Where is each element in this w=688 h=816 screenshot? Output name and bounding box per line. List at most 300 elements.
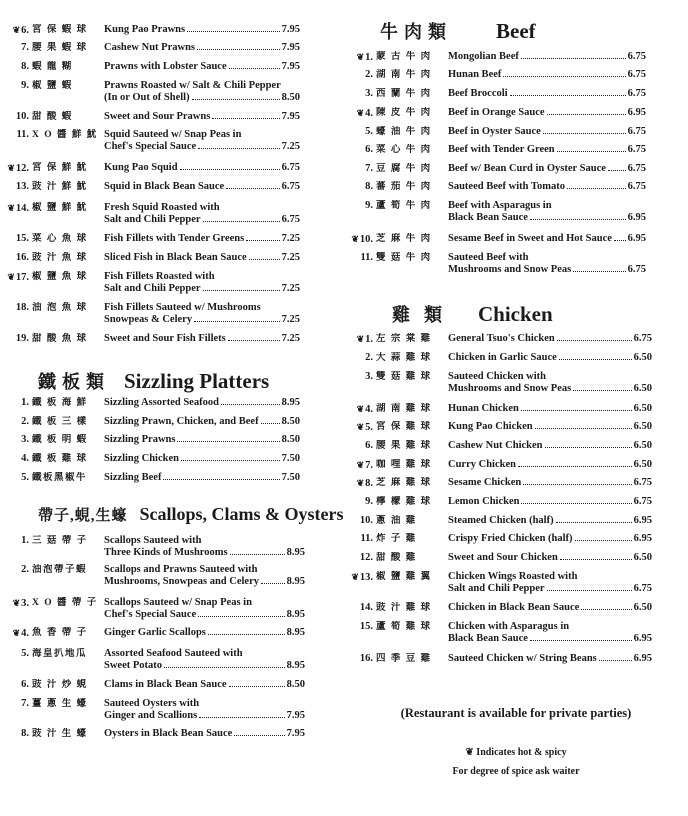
item-name-block (104, 302, 300, 326)
menu-item (0, 564, 305, 588)
dot-leader (203, 290, 280, 291)
item-chinese-name: 油 泡 魚 球 (32, 303, 88, 313)
item-name-block (448, 69, 646, 81)
item-name: Cashew Nut Chicken (448, 440, 543, 451)
item-name-block (448, 144, 646, 156)
item-number-text: 6. (365, 144, 373, 155)
item-chinese-name: 四 季 豆 雞 (376, 654, 432, 664)
item-number-text: 19. (15, 333, 29, 344)
item-number-text: 3. (21, 434, 29, 445)
item-number-text: 13. (359, 572, 373, 583)
item-name-block (104, 271, 300, 295)
item-number-text: 12. (15, 163, 29, 174)
item-number (0, 181, 32, 193)
menu-item (344, 477, 652, 490)
item-chinese-name: 薑 蔥 生 蠔 (32, 699, 88, 709)
item-number-text: 13. (15, 181, 29, 192)
dot-leader (221, 404, 280, 405)
item-name-block (104, 129, 300, 153)
item-price: 6.75 (633, 583, 652, 594)
item-price: 7.95 (286, 710, 305, 721)
item-name-block (104, 564, 305, 588)
menu-item (344, 552, 652, 564)
item-name: Chicken in Garlic Sauce (448, 352, 557, 363)
menu-item (344, 181, 646, 193)
item-name: Steamed Chicken (half) (448, 515, 554, 526)
item-number (344, 88, 376, 100)
item-name: Sauteed Beef with (448, 252, 529, 263)
item-number (0, 61, 32, 73)
item-number (344, 653, 376, 665)
item-number (0, 535, 32, 559)
menu-item (0, 698, 305, 722)
item-number-text: 1. (365, 52, 373, 63)
item-price: 6.50 (633, 602, 652, 613)
item-price: 6.75 (627, 163, 646, 174)
item-number (0, 111, 32, 123)
item-number-text: 8. (365, 181, 373, 192)
item-number (0, 627, 32, 640)
chicken-cn-title: 雞類 (392, 305, 456, 325)
item-chinese-name: 豉 汁 生 蠔 (32, 729, 88, 739)
item-number-text: 9. (365, 200, 373, 211)
item-name: Clams in Black Bean Sauce (104, 679, 227, 690)
item-chinese-name: 宮 保 雞 球 (376, 422, 432, 432)
item-chinese-name: 雙 菇 牛 肉 (376, 253, 432, 263)
item-name-line2: Mushrooms, Snowpeas and Celery (104, 576, 259, 587)
menu-item (0, 597, 305, 621)
dot-leader (198, 148, 279, 149)
item-number (344, 440, 376, 452)
dot-leader (226, 188, 279, 189)
item-name-line2: Black Bean Sauce (448, 633, 528, 644)
dot-leader (608, 170, 626, 171)
dot-leader (229, 686, 285, 687)
item-name: Scallops and Prawns Sauteed with (104, 564, 258, 575)
menu-item (344, 459, 652, 472)
item-name: Kung Pao Prawns (104, 24, 186, 35)
item-chinese-name: 芝 麻 雞 球 (376, 478, 432, 488)
item-name-line2: (In or Out of Shell) (104, 92, 190, 103)
dot-leader (614, 240, 626, 241)
item-name-block (448, 459, 652, 472)
hot-pepper-icon: ❦ (351, 234, 359, 244)
item-chinese-name: 鐵板黑椒牛 (32, 473, 88, 483)
item-chinese-name: 西 蘭 牛 肉 (376, 89, 432, 99)
menu-item (0, 728, 305, 740)
menu-item (0, 61, 300, 73)
item-price: 8.50 (286, 679, 305, 690)
item-chinese-name: 甜 酸 蝦 (32, 112, 73, 122)
item-number-text: 11. (360, 252, 373, 263)
item-name: Beef in Orange Sauce (448, 107, 545, 118)
item-name-block (104, 397, 300, 409)
item-number-text: 6. (365, 440, 373, 451)
item-name-block (448, 51, 646, 64)
item-chinese-name: 腰 果 雞 球 (376, 441, 432, 451)
menu-item (0, 271, 300, 295)
menu-item (344, 88, 646, 100)
item-name: Scallops Sauteed w/ Snap Peas in (104, 597, 252, 608)
dot-leader (212, 118, 279, 119)
item-name: Beef in Oyster Sauce (448, 126, 541, 137)
item-number-text: 1. (21, 397, 29, 408)
item-name-block (104, 111, 300, 123)
item-name: Sizzling Chicken (104, 453, 179, 464)
item-price: 6.95 (627, 233, 646, 244)
item-name-block (104, 597, 305, 621)
item-chinese-name: 檸 檬 雞 球 (376, 497, 432, 507)
item-name-block (448, 477, 652, 490)
item-number (344, 371, 376, 395)
dot-leader (261, 583, 285, 584)
hot-pepper-icon: ❦ (7, 163, 15, 173)
item-chinese-name: 宮 保 鮮 魷 (32, 163, 88, 173)
hot-pepper-icon: ❦ (351, 572, 359, 582)
menu-item (344, 163, 646, 175)
menu-item (344, 421, 652, 434)
dot-leader (560, 559, 632, 560)
item-name-line2: Sweet Potato (104, 660, 163, 671)
item-price: 6.75 (627, 51, 646, 62)
menu-item (0, 42, 300, 54)
menu-item (344, 233, 646, 246)
item-name-line2: Three Kinds of Mushrooms (104, 547, 228, 558)
item-name-line2: Chef's Special Sauce (104, 141, 197, 152)
item-number-text: 9. (21, 80, 29, 91)
item-price: 6.75 (627, 126, 646, 137)
item-number (344, 163, 376, 175)
dot-leader (199, 717, 284, 718)
item-chinese-name: 豉 汁 雞 球 (376, 603, 432, 613)
item-chinese-name: 椒 鹽 蝦 (32, 81, 73, 91)
item-price: 6.95 (633, 533, 652, 544)
item-name-block (104, 42, 300, 54)
menu-item (0, 24, 300, 37)
item-number-text: 3. (365, 371, 373, 382)
item-price: 7.95 (281, 24, 300, 35)
menu-item (344, 352, 652, 364)
item-name-block (448, 571, 652, 595)
item-name: Ginger Garlic Scallops (104, 627, 206, 638)
item-name: Squid in Black Bean Sauce (104, 181, 225, 192)
dot-leader (521, 410, 632, 411)
item-name-line2: Snowpeas & Celery (104, 314, 193, 325)
item-number (344, 233, 376, 246)
item-number-text: 6. (21, 679, 29, 690)
item-chinese-name: 豉 汁 炒 蜆 (32, 680, 88, 690)
dot-leader (547, 590, 632, 591)
item-name-block (448, 371, 652, 395)
hot-pepper-icon: ❦ (356, 334, 365, 344)
dot-leader (535, 428, 632, 429)
dot-leader (523, 484, 631, 485)
item-number-text: 11. (360, 533, 373, 544)
item-name: Fish Fillets with Tender Greens (104, 233, 245, 244)
dot-leader (557, 340, 632, 341)
item-chinese-name: 豉 汁 鮮 魷 (32, 182, 88, 192)
item-number-text: 2. (21, 564, 29, 575)
item-price: 7.95 (286, 728, 305, 739)
item-price: 7.50 (281, 472, 300, 483)
item-name: Hunan Chicken (448, 403, 519, 414)
item-name-block (104, 698, 305, 722)
item-number (344, 496, 376, 508)
item-name-block (104, 252, 300, 264)
item-chinese-name: 陳 皮 牛 肉 (376, 108, 432, 118)
item-name-block (448, 496, 652, 508)
item-number-text: 7. (21, 698, 29, 709)
dot-leader (249, 259, 280, 260)
item-price: 6.50 (633, 383, 652, 394)
item-chinese-name: 蘆 筍 牛 肉 (376, 201, 432, 211)
item-name: Beef with Asparagus in (448, 200, 552, 211)
item-price: 8.95 (281, 397, 300, 408)
item-number (344, 602, 376, 614)
item-chinese-name: 蔥 油 雞 (376, 516, 417, 526)
item-number (0, 397, 32, 409)
item-number-text: 15. (15, 233, 29, 244)
item-number (0, 434, 32, 446)
item-number (344, 181, 376, 193)
menu-item (344, 602, 652, 614)
item-name-block (104, 535, 305, 559)
item-number (344, 621, 376, 645)
item-price: 8.95 (286, 576, 305, 587)
item-name: Sesame Chicken (448, 477, 522, 488)
item-name-block (104, 416, 300, 428)
item-number (0, 271, 32, 295)
dot-leader (228, 340, 280, 341)
item-name-block (448, 333, 652, 346)
item-price: 8.95 (286, 660, 305, 671)
item-price: 6.75 (627, 88, 646, 99)
item-name: Kung Pao Chicken (448, 421, 533, 432)
item-price: 6.95 (633, 633, 652, 644)
item-number-text: 16. (359, 653, 373, 664)
dot-leader (187, 31, 280, 32)
dot-leader (208, 634, 285, 635)
item-price: 8.95 (286, 609, 305, 620)
item-price: 6.50 (633, 352, 652, 363)
menu-item (0, 202, 300, 226)
hot-pepper-icon: ❦ (356, 108, 365, 118)
dot-leader (530, 219, 626, 220)
dot-leader (246, 240, 279, 241)
item-name-block (448, 403, 652, 416)
dot-leader (197, 49, 280, 50)
item-name-block (104, 24, 300, 37)
menu-item (0, 80, 300, 104)
hot-pepper-icon: ❦ (12, 25, 21, 35)
item-number-text: 2. (365, 69, 373, 80)
item-name: Sweet and Sour Chicken (448, 552, 558, 563)
item-name-block (448, 88, 646, 100)
menu-item (0, 233, 300, 245)
item-price: 7.50 (281, 453, 300, 464)
dot-leader (229, 68, 280, 69)
item-chinese-name: 蘆 筍 雞 球 (376, 622, 432, 632)
dot-leader (559, 359, 632, 360)
item-chinese-name: 鐵 板 海 鮮 (32, 398, 88, 408)
item-chinese-name: 腰 果 蝦 球 (32, 43, 88, 53)
item-name-line2: Black Bean Sauce (448, 212, 528, 223)
hot-pepper-icon: ❦ (12, 598, 21, 608)
hot-pepper-icon: ❦ (356, 478, 365, 488)
item-number (0, 333, 32, 345)
item-name-block (448, 621, 652, 645)
item-number-text: 14. (15, 203, 29, 214)
item-number-text: 8. (365, 478, 373, 489)
dot-leader (194, 321, 280, 322)
item-number (0, 80, 32, 104)
item-name-line2: Mushrooms and Snow Peas (448, 264, 572, 275)
menu-item (344, 403, 652, 416)
menu-item (0, 302, 300, 326)
item-chinese-name: 海皇扒地瓜 (32, 649, 88, 659)
item-chinese-name: 蒙 古 牛 肉 (376, 52, 432, 62)
menu-item (0, 129, 300, 153)
item-price: 6.95 (633, 653, 652, 664)
item-chinese-name: 湖 南 牛 肉 (376, 70, 432, 80)
item-number (0, 472, 32, 484)
item-name: Beef Broccoli (448, 88, 508, 99)
item-name: Chicken with Asparagus in (448, 621, 570, 632)
item-number-text: 4. (365, 404, 373, 415)
item-price: 6.95 (633, 515, 652, 526)
item-name: Sliced Fish in Black Bean Sauce (104, 252, 247, 263)
item-name-line2: Mushrooms and Snow Peas (448, 383, 572, 394)
menu-item (0, 627, 305, 640)
item-price: 6.50 (633, 552, 652, 563)
item-chinese-name: 椒 鹽 鮮 魷 (32, 203, 88, 213)
item-name: Sizzling Prawns (104, 434, 176, 445)
item-number (0, 564, 32, 588)
item-number (0, 453, 32, 465)
item-number (344, 144, 376, 156)
menu-item (0, 648, 305, 672)
menu-item (344, 69, 646, 81)
dot-leader (181, 460, 280, 461)
sizzling-en-title: Sizzling Platters (124, 369, 270, 393)
menu-item (344, 533, 652, 545)
scallops-cn-title: 帶子,蜆,生蠔 (38, 508, 128, 524)
item-number (344, 533, 376, 545)
item-number (0, 252, 32, 264)
item-number (0, 202, 32, 226)
item-number-text: 7. (21, 42, 29, 53)
item-number-text: 3. (365, 88, 373, 99)
item-name-block (104, 162, 300, 175)
item-number-text: 4. (365, 108, 373, 119)
item-number-text: 6. (21, 25, 29, 36)
hot-legend (344, 747, 688, 758)
item-name: Curry Chicken (448, 459, 516, 470)
item-number (344, 69, 376, 81)
item-name: Beef with Tender Green (448, 144, 555, 155)
item-name: Assorted Seafood Sauteed with (104, 648, 243, 659)
item-name-block (104, 453, 300, 465)
item-price: 6.95 (627, 107, 646, 118)
item-chinese-name: 湖 南 雞 球 (376, 404, 432, 414)
item-chinese-name: 豆 腐 牛 肉 (376, 164, 432, 174)
item-chinese-name: X O 醬 鮮 魷 (32, 130, 98, 140)
item-name: Chicken in Black Bean Sauce (448, 602, 580, 613)
item-price: 6.75 (633, 496, 652, 507)
item-name-block (448, 233, 646, 246)
dot-leader (163, 479, 279, 480)
item-number (0, 679, 32, 691)
item-name-block (448, 653, 652, 665)
item-number-text: 10. (15, 111, 29, 122)
dot-leader (545, 447, 632, 448)
item-name-block (104, 434, 300, 446)
item-chinese-name: 菜 心 牛 肉 (376, 145, 432, 155)
item-number (344, 51, 376, 64)
item-number (0, 302, 32, 326)
item-name: Sweet and Sour Prawns (104, 111, 211, 122)
menu-item (0, 111, 300, 123)
item-number-text: 14. (359, 602, 373, 613)
dot-leader (230, 554, 285, 555)
item-number-text: 5. (365, 126, 373, 137)
item-name: Sauteed Oysters with (104, 698, 200, 709)
item-name-line2: Salt and Chili Pepper (448, 583, 545, 594)
item-chinese-name: 左 宗 棠 雞 (376, 334, 432, 344)
item-price: 6.75 (281, 181, 300, 192)
item-price: 7.25 (281, 314, 300, 325)
item-name: Prawns Roasted w/ Salt & Chili Pepper (104, 80, 281, 91)
item-number-text: 4. (21, 628, 29, 639)
item-name: Fish Fillets Roasted with (104, 271, 215, 282)
item-name-block (448, 421, 652, 434)
item-name-line2: Chef's Special Sauce (104, 609, 197, 620)
item-chinese-name: 蝦 龍 糊 (32, 62, 73, 72)
item-price: 6.75 (281, 214, 300, 225)
item-number-text: 5. (21, 472, 29, 483)
item-price: 8.95 (286, 627, 305, 638)
hot-pepper-icon: ❦ (12, 628, 21, 638)
item-number (0, 129, 32, 153)
menu-item (344, 252, 646, 276)
item-name-block (448, 552, 652, 564)
item-number-text: 9. (365, 496, 373, 507)
item-name-block (104, 233, 300, 245)
item-name: Hunan Beef (448, 69, 502, 80)
item-name: Sizzling Assorted Seafood (104, 397, 219, 408)
menu-item (344, 496, 652, 508)
item-price: 6.75 (633, 477, 652, 488)
item-number-text: 8. (21, 61, 29, 72)
item-price: 6.50 (633, 403, 652, 414)
item-price: 8.95 (286, 547, 305, 558)
menu-item (0, 416, 300, 428)
item-name: Oysters in Black Bean Sauce (104, 728, 233, 739)
menu-item (0, 472, 300, 484)
beef-en-title: Beef (496, 19, 536, 43)
item-name-block (448, 440, 652, 452)
item-name: Beef w/ Bean Curd in Oyster Sauce (448, 163, 606, 174)
item-name-block (104, 181, 300, 193)
item-number-text: 2. (21, 416, 29, 427)
item-name: Sizzling Beef (104, 472, 162, 483)
item-price: 7.25 (281, 333, 300, 344)
item-number-text: 4. (21, 453, 29, 464)
menu-item (0, 181, 300, 193)
hot-pepper-icon: ❦ (7, 272, 15, 282)
item-number (0, 24, 32, 37)
item-number (0, 162, 32, 175)
